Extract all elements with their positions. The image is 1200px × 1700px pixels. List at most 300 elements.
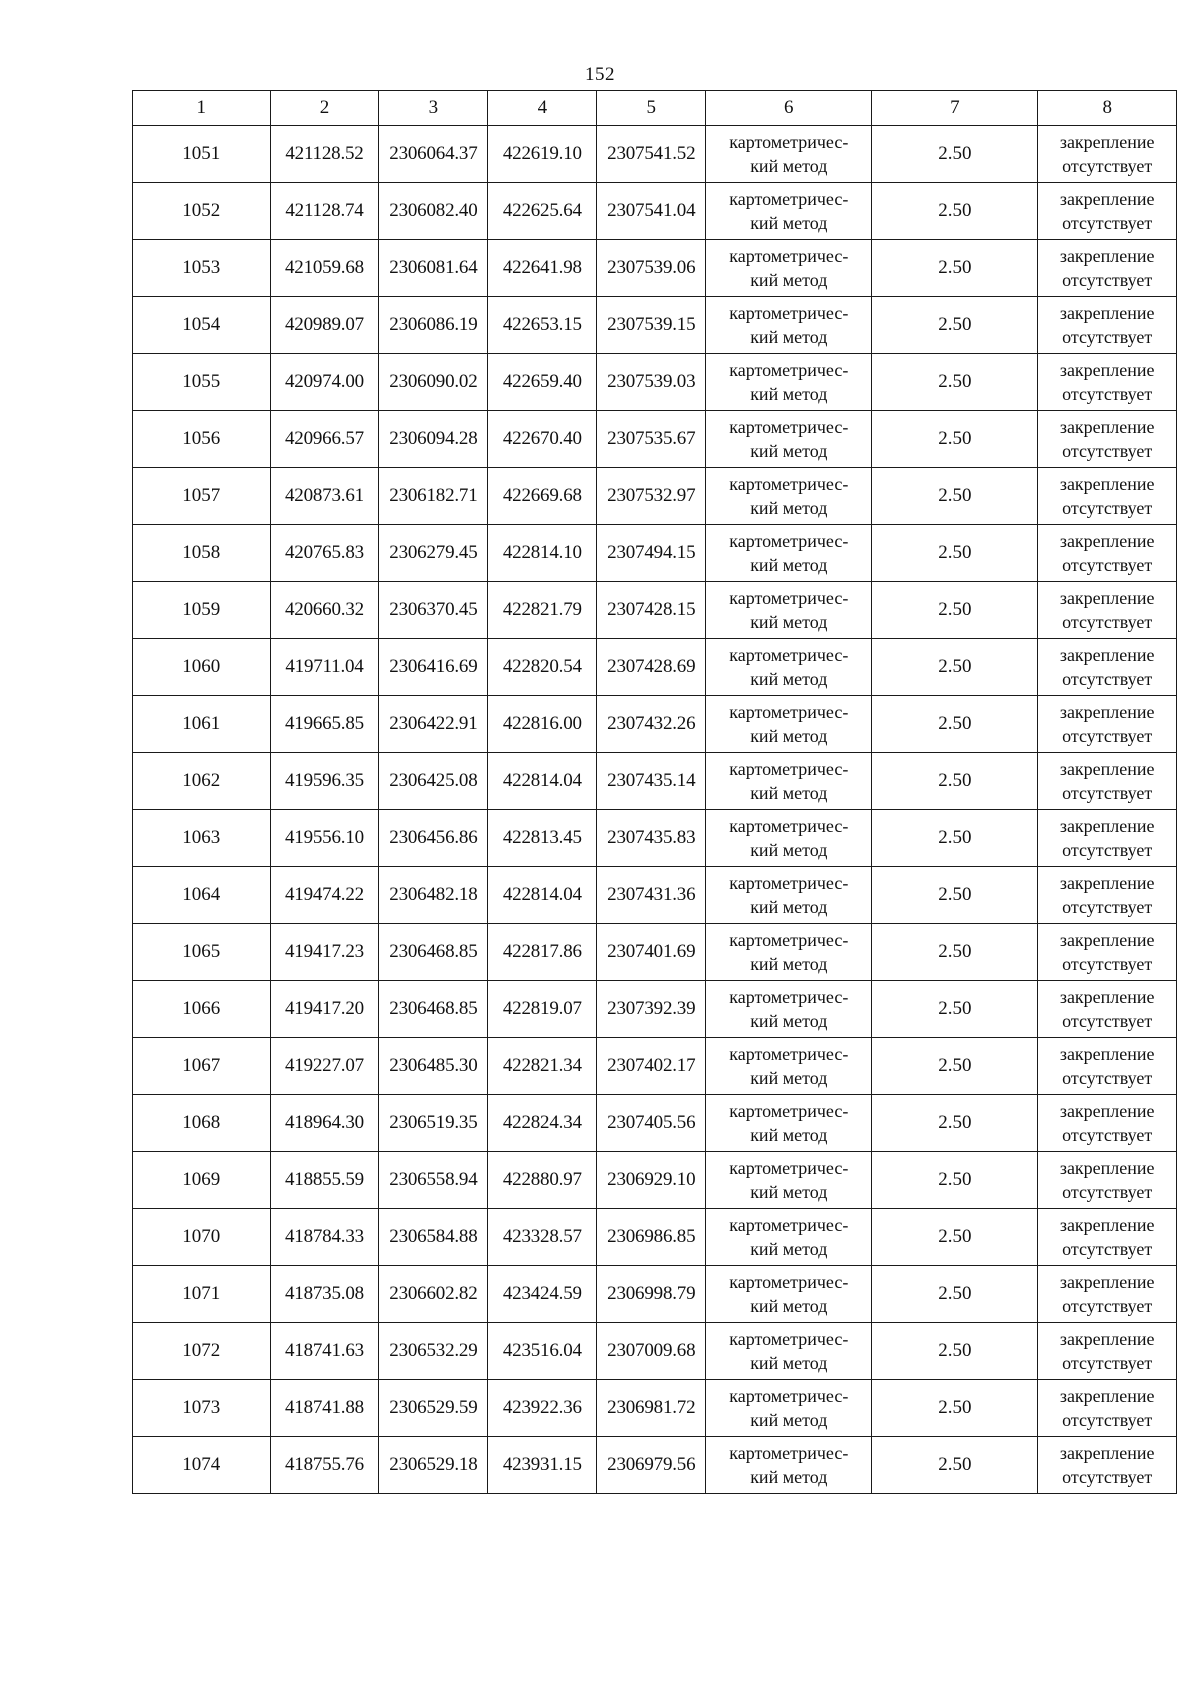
fixation-text-line1: закрепление <box>1059 189 1155 209</box>
accuracy-cell: 2.50 <box>872 1380 1038 1437</box>
method-text-line2: кий метод <box>750 1239 828 1259</box>
coordinate-cell-col4: 423922.36 <box>488 1380 597 1437</box>
point-number-cell: 1055 <box>133 354 271 411</box>
coordinate-cell-col5: 2307539.03 <box>597 354 706 411</box>
method-text-line1: картометричес- <box>729 417 849 437</box>
method-text-line2: кий метод <box>750 213 828 233</box>
fixation-text-line2: отсутствует <box>1062 1467 1153 1487</box>
column-header-8: 8 <box>1038 91 1177 126</box>
accuracy-cell: 2.50 <box>872 1095 1038 1152</box>
method-text-line1: картометричес- <box>729 531 849 551</box>
accuracy-cell: 2.50 <box>872 183 1038 240</box>
accuracy-cell: 2.50 <box>872 126 1038 183</box>
column-header-6: 6 <box>706 91 872 126</box>
coordinate-cell-col3: 2306558.94 <box>379 1152 488 1209</box>
accuracy-cell: 2.50 <box>872 468 1038 525</box>
method-text-line2: кий метод <box>750 1182 828 1202</box>
coordinate-cell-col5: 2306929.10 <box>597 1152 706 1209</box>
method-cell <box>706 639 872 696</box>
table-row <box>133 753 1177 810</box>
table-row <box>133 525 1177 582</box>
fixation-cell <box>1038 240 1177 297</box>
method-cell <box>706 1266 872 1323</box>
method-text-line2: кий метод <box>750 270 828 290</box>
method-text-line1: картометричес- <box>729 1158 849 1178</box>
fixation-text-line1: закрепление <box>1059 873 1155 893</box>
accuracy-cell: 2.50 <box>872 867 1038 924</box>
column-header-2: 2 <box>270 91 379 126</box>
coordinate-cell-col5: 2306981.72 <box>597 1380 706 1437</box>
accuracy-cell: 2.50 <box>872 297 1038 354</box>
method-text-line1: картометричес- <box>729 1044 849 1064</box>
fixation-cell <box>1038 1095 1177 1152</box>
table-row <box>133 1266 1177 1323</box>
fixation-text-line1: закрепление <box>1059 1272 1155 1292</box>
coordinate-cell-col3: 2306422.91 <box>379 696 488 753</box>
accuracy-cell: 2.50 <box>872 696 1038 753</box>
fixation-text-line2: отсутствует <box>1062 954 1153 974</box>
method-text-line1: картометричес- <box>729 588 849 608</box>
method-text-line1: картометричес- <box>729 1272 849 1292</box>
coordinate-cell-col5: 2307428.15 <box>597 582 706 639</box>
method-text-line1: картометричес- <box>729 930 849 950</box>
coordinate-cell-col4: 423931.15 <box>488 1437 597 1494</box>
method-text-line2: кий метод <box>750 327 828 347</box>
method-text-line2: кий метод <box>750 954 828 974</box>
method-cell <box>706 753 872 810</box>
method-text-line1: картометричес- <box>729 702 849 722</box>
point-number-cell: 1074 <box>133 1437 271 1494</box>
accuracy-cell: 2.50 <box>872 1209 1038 1266</box>
coordinate-cell-col4: 422625.64 <box>488 183 597 240</box>
column-header-4: 4 <box>488 91 597 126</box>
fixation-text-line2: отсутствует <box>1062 327 1153 347</box>
fixation-text-line2: отсутствует <box>1062 1182 1153 1202</box>
fixation-text-line1: закрепление <box>1059 588 1155 608</box>
method-cell <box>706 1152 872 1209</box>
coordinate-cell-col4: 422619.10 <box>488 126 597 183</box>
coordinate-cell-col5: 2307539.15 <box>597 297 706 354</box>
coordinate-cell-col3: 2306182.71 <box>379 468 488 525</box>
method-text-line2: кий метод <box>750 384 828 404</box>
coordinate-cell-col4: 422821.79 <box>488 582 597 639</box>
point-number-cell: 1069 <box>133 1152 271 1209</box>
method-text-line2: кий метод <box>750 840 828 860</box>
method-text-line2: кий метод <box>750 555 828 575</box>
coordinate-cell-col4: 423424.59 <box>488 1266 597 1323</box>
method-cell <box>706 981 872 1038</box>
coordinate-cell-col4: 422814.04 <box>488 753 597 810</box>
fixation-text-line1: закрепление <box>1059 645 1155 665</box>
coordinate-cell-col5: 2307541.04 <box>597 183 706 240</box>
coordinate-cell-col2: 420873.61 <box>270 468 379 525</box>
column-header-3: 3 <box>379 91 488 126</box>
point-number-cell: 1054 <box>133 297 271 354</box>
coordinate-cell-col2: 420989.07 <box>270 297 379 354</box>
table-row <box>133 1437 1177 1494</box>
point-number-cell: 1058 <box>133 525 271 582</box>
fixation-text-line1: закрепление <box>1059 417 1155 437</box>
coordinate-cell-col3: 2306086.19 <box>379 297 488 354</box>
fixation-cell <box>1038 1038 1177 1095</box>
coordinate-cell-col2: 420966.57 <box>270 411 379 468</box>
method-cell <box>706 810 872 867</box>
method-text-line2: кий метод <box>750 897 828 917</box>
column-header-1: 1 <box>133 91 271 126</box>
fixation-text-line2: отсутствует <box>1062 555 1153 575</box>
coordinate-cell-col2: 418855.59 <box>270 1152 379 1209</box>
coordinate-cell-col5: 2307009.68 <box>597 1323 706 1380</box>
method-text-line2: кий метод <box>750 783 828 803</box>
coordinate-cell-col2: 419417.20 <box>270 981 379 1038</box>
method-text-line2: кий метод <box>750 1353 828 1373</box>
coordinate-cell-col2: 419711.04 <box>270 639 379 696</box>
point-number-cell: 1051 <box>133 126 271 183</box>
fixation-text-line1: закрепление <box>1059 132 1155 152</box>
fixation-cell <box>1038 468 1177 525</box>
method-cell <box>706 468 872 525</box>
coordinate-cell-col2: 419665.85 <box>270 696 379 753</box>
table-row <box>133 240 1177 297</box>
method-text-line2: кий метод <box>750 1410 828 1430</box>
table-row <box>133 981 1177 1038</box>
table-row <box>133 1038 1177 1095</box>
fixation-cell <box>1038 354 1177 411</box>
method-text-line2: кий метод <box>750 726 828 746</box>
coordinate-cell-col3: 2306529.59 <box>379 1380 488 1437</box>
table-row <box>133 354 1177 411</box>
coordinate-cell-col4: 422817.86 <box>488 924 597 981</box>
point-number-cell: 1061 <box>133 696 271 753</box>
fixation-text-line2: отсутствует <box>1062 897 1153 917</box>
method-cell <box>706 525 872 582</box>
point-number-cell: 1052 <box>133 183 271 240</box>
coordinate-cell-col2: 421128.74 <box>270 183 379 240</box>
fixation-text-line1: закрепление <box>1059 987 1155 1007</box>
coordinate-cell-col4: 423328.57 <box>488 1209 597 1266</box>
coordinate-cell-col4: 422813.45 <box>488 810 597 867</box>
fixation-text-line2: отсутствует <box>1062 1239 1153 1259</box>
accuracy-cell: 2.50 <box>872 411 1038 468</box>
coordinate-cell-col3: 2306468.85 <box>379 981 488 1038</box>
accuracy-cell: 2.50 <box>872 1266 1038 1323</box>
coordinate-cell-col3: 2306279.45 <box>379 525 488 582</box>
coordinate-cell-col5: 2307431.36 <box>597 867 706 924</box>
accuracy-cell: 2.50 <box>872 354 1038 411</box>
method-cell <box>706 924 872 981</box>
fixation-text-line1: закрепление <box>1059 702 1155 722</box>
point-number-cell: 1057 <box>133 468 271 525</box>
method-text-line1: картометричес- <box>729 1386 849 1406</box>
fixation-text-line2: отсутствует <box>1062 783 1153 803</box>
fixation-text-line1: закрепление <box>1059 1158 1155 1178</box>
coordinate-cell-col3: 2306090.02 <box>379 354 488 411</box>
method-cell <box>706 696 872 753</box>
method-cell <box>706 1038 872 1095</box>
coordinate-cell-col4: 422670.40 <box>488 411 597 468</box>
fixation-cell <box>1038 753 1177 810</box>
accuracy-cell: 2.50 <box>872 582 1038 639</box>
method-cell <box>706 582 872 639</box>
coordinate-cell-col5: 2307539.06 <box>597 240 706 297</box>
table-row <box>133 582 1177 639</box>
fixation-text-line2: отсутствует <box>1062 270 1153 290</box>
accuracy-cell: 2.50 <box>872 1437 1038 1494</box>
fixation-text-line1: закрепление <box>1059 474 1155 494</box>
coordinate-cell-col3: 2306602.82 <box>379 1266 488 1323</box>
fixation-text-line2: отсутствует <box>1062 441 1153 461</box>
fixation-text-line2: отсутствует <box>1062 384 1153 404</box>
method-text-line2: кий метод <box>750 156 828 176</box>
coordinates-table <box>132 90 1177 1494</box>
fixation-cell <box>1038 297 1177 354</box>
fixation-text-line2: отсутствует <box>1062 726 1153 746</box>
fixation-text-line1: закрепление <box>1059 1386 1155 1406</box>
table-row <box>133 696 1177 753</box>
fixation-cell <box>1038 867 1177 924</box>
coordinate-cell-col2: 418741.88 <box>270 1380 379 1437</box>
coordinate-cell-col2: 419596.35 <box>270 753 379 810</box>
accuracy-cell: 2.50 <box>872 639 1038 696</box>
method-cell <box>706 354 872 411</box>
coordinate-cell-col4: 422814.04 <box>488 867 597 924</box>
table-row <box>133 411 1177 468</box>
fixation-cell <box>1038 924 1177 981</box>
method-cell <box>706 1095 872 1152</box>
fixation-text-line2: отсутствует <box>1062 612 1153 632</box>
coordinate-cell-col4: 422820.54 <box>488 639 597 696</box>
table-row <box>133 1380 1177 1437</box>
coordinate-cell-col4: 422819.07 <box>488 981 597 1038</box>
coordinate-cell-col3: 2306519.35 <box>379 1095 488 1152</box>
coordinate-cell-col3: 2306094.28 <box>379 411 488 468</box>
fixation-text-line2: отсутствует <box>1062 1410 1153 1430</box>
fixation-cell <box>1038 183 1177 240</box>
method-cell <box>706 126 872 183</box>
fixation-cell <box>1038 639 1177 696</box>
table-row <box>133 639 1177 696</box>
coordinate-cell-col5: 2307435.83 <box>597 810 706 867</box>
method-cell <box>706 1380 872 1437</box>
point-number-cell: 1062 <box>133 753 271 810</box>
coordinate-cell-col2: 418735.08 <box>270 1266 379 1323</box>
coordinate-cell-col4: 422821.34 <box>488 1038 597 1095</box>
coordinate-cell-col3: 2306416.69 <box>379 639 488 696</box>
coordinate-cell-col5: 2306986.85 <box>597 1209 706 1266</box>
point-number-cell: 1064 <box>133 867 271 924</box>
method-cell <box>706 1323 872 1380</box>
coordinate-cell-col2: 418741.63 <box>270 1323 379 1380</box>
fixation-text-line2: отсутствует <box>1062 213 1153 233</box>
coordinate-cell-col2: 419227.07 <box>270 1038 379 1095</box>
method-text-line1: картометричес- <box>729 1101 849 1121</box>
fixation-text-line2: отсутствует <box>1062 156 1153 176</box>
method-text-line2: кий метод <box>750 612 828 632</box>
point-number-cell: 1059 <box>133 582 271 639</box>
coordinate-cell-col4: 422659.40 <box>488 354 597 411</box>
fixation-text-line1: закрепление <box>1059 246 1155 266</box>
point-number-cell: 1053 <box>133 240 271 297</box>
fixation-cell <box>1038 1209 1177 1266</box>
table-header <box>133 91 1177 126</box>
coordinate-cell-col2: 418964.30 <box>270 1095 379 1152</box>
coordinate-cell-col5: 2307402.17 <box>597 1038 706 1095</box>
point-number-cell: 1070 <box>133 1209 271 1266</box>
coordinate-cell-col2: 419556.10 <box>270 810 379 867</box>
fixation-cell <box>1038 981 1177 1038</box>
fixation-cell <box>1038 525 1177 582</box>
fixation-text-line1: закрепление <box>1059 1329 1155 1349</box>
coordinate-cell-col2: 420660.32 <box>270 582 379 639</box>
point-number-cell: 1065 <box>133 924 271 981</box>
coordinate-cell-col3: 2306468.85 <box>379 924 488 981</box>
coordinate-cell-col3: 2306532.29 <box>379 1323 488 1380</box>
accuracy-cell: 2.50 <box>872 240 1038 297</box>
fixation-text-line2: отсутствует <box>1062 1296 1153 1316</box>
fixation-cell <box>1038 810 1177 867</box>
column-header-5: 5 <box>597 91 706 126</box>
method-cell <box>706 297 872 354</box>
point-number-cell: 1060 <box>133 639 271 696</box>
page-number: 152 <box>585 64 615 85</box>
method-text-line2: кий метод <box>750 1068 828 1088</box>
coordinate-cell-col5: 2307494.15 <box>597 525 706 582</box>
fixation-cell <box>1038 1266 1177 1323</box>
method-text-line1: картометричес- <box>729 873 849 893</box>
fixation-cell <box>1038 411 1177 468</box>
point-number-cell: 1072 <box>133 1323 271 1380</box>
fixation-cell <box>1038 1152 1177 1209</box>
coordinate-cell-col5: 2307541.52 <box>597 126 706 183</box>
fixation-cell <box>1038 1323 1177 1380</box>
coordinate-cell-col4: 422880.97 <box>488 1152 597 1209</box>
fixation-text-line1: закрепление <box>1059 1101 1155 1121</box>
method-cell <box>706 867 872 924</box>
accuracy-cell: 2.50 <box>872 1038 1038 1095</box>
coordinate-cell-col3: 2306370.45 <box>379 582 488 639</box>
coordinate-cell-col3: 2306064.37 <box>379 126 488 183</box>
coordinate-cell-col3: 2306082.40 <box>379 183 488 240</box>
fixation-text-line2: отсутствует <box>1062 498 1153 518</box>
accuracy-cell: 2.50 <box>872 981 1038 1038</box>
coordinate-cell-col2: 420765.83 <box>270 525 379 582</box>
fixation-text-line1: закрепление <box>1059 360 1155 380</box>
point-number-cell: 1071 <box>133 1266 271 1323</box>
method-text-line2: кий метод <box>750 1467 828 1487</box>
fixation-text-line1: закрепление <box>1059 1215 1155 1235</box>
method-text-line1: картометричес- <box>729 360 849 380</box>
fixation-text-line2: отсутствует <box>1062 840 1153 860</box>
fixation-text-line1: закрепление <box>1059 930 1155 950</box>
method-text-line2: кий метод <box>750 441 828 461</box>
fixation-cell <box>1038 1380 1177 1437</box>
fixation-text-line2: отсутствует <box>1062 669 1153 689</box>
fixation-text-line1: закрепление <box>1059 1443 1155 1463</box>
coordinate-cell-col3: 2306485.30 <box>379 1038 488 1095</box>
table-row <box>133 1152 1177 1209</box>
method-text-line2: кий метод <box>750 1011 828 1031</box>
table-row <box>133 297 1177 354</box>
accuracy-cell: 2.50 <box>872 924 1038 981</box>
table-row <box>133 924 1177 981</box>
coordinate-cell-col5: 2307401.69 <box>597 924 706 981</box>
coordinate-cell-col4: 422824.34 <box>488 1095 597 1152</box>
accuracy-cell: 2.50 <box>872 525 1038 582</box>
point-number-cell: 1068 <box>133 1095 271 1152</box>
accuracy-cell: 2.50 <box>872 1323 1038 1380</box>
fixation-cell <box>1038 582 1177 639</box>
column-header-7: 7 <box>872 91 1038 126</box>
coordinate-cell-col5: 2307392.39 <box>597 981 706 1038</box>
coordinate-cell-col3: 2306529.18 <box>379 1437 488 1494</box>
coordinate-cell-col5: 2307532.97 <box>597 468 706 525</box>
coordinate-cell-col3: 2306081.64 <box>379 240 488 297</box>
coordinate-cell-col4: 422816.00 <box>488 696 597 753</box>
method-text-line2: кий метод <box>750 1296 828 1316</box>
point-number-cell: 1073 <box>133 1380 271 1437</box>
method-cell <box>706 1209 872 1266</box>
table-row <box>133 1323 1177 1380</box>
table-row <box>133 126 1177 183</box>
table-body <box>133 126 1177 1494</box>
accuracy-cell: 2.50 <box>872 810 1038 867</box>
coordinate-cell-col4: 422641.98 <box>488 240 597 297</box>
coordinate-cell-col4: 422669.68 <box>488 468 597 525</box>
point-number-cell: 1067 <box>133 1038 271 1095</box>
table-row <box>133 183 1177 240</box>
fixation-text-line1: закрепление <box>1059 303 1155 323</box>
method-cell <box>706 240 872 297</box>
coordinate-cell-col2: 418755.76 <box>270 1437 379 1494</box>
method-text-line1: картометричес- <box>729 759 849 779</box>
method-text-line1: картометричес- <box>729 645 849 665</box>
accuracy-cell: 2.50 <box>872 1152 1038 1209</box>
coordinate-cell-col4: 423516.04 <box>488 1323 597 1380</box>
method-text-line1: картометричес- <box>729 1215 849 1235</box>
coordinate-cell-col2: 421128.52 <box>270 126 379 183</box>
method-text-line2: кий метод <box>750 498 828 518</box>
coordinate-cell-col5: 2307428.69 <box>597 639 706 696</box>
coordinate-cell-col4: 422814.10 <box>488 525 597 582</box>
method-text-line1: картометричес- <box>729 132 849 152</box>
coordinate-cell-col2: 418784.33 <box>270 1209 379 1266</box>
coordinate-cell-col4: 422653.15 <box>488 297 597 354</box>
method-text-line1: картометричес- <box>729 303 849 323</box>
method-text-line1: картометричес- <box>729 246 849 266</box>
method-text-line1: картометричес- <box>729 816 849 836</box>
method-text-line1: картометричес- <box>729 1443 849 1463</box>
fixation-text-line2: отсутствует <box>1062 1125 1153 1145</box>
table-row <box>133 468 1177 525</box>
table-row <box>133 1095 1177 1152</box>
coordinate-cell-col3: 2306425.08 <box>379 753 488 810</box>
coordinate-cell-col3: 2306482.18 <box>379 867 488 924</box>
coordinate-cell-col3: 2306456.86 <box>379 810 488 867</box>
method-cell <box>706 183 872 240</box>
coordinate-cell-col2: 419417.23 <box>270 924 379 981</box>
coordinate-cell-col3: 2306584.88 <box>379 1209 488 1266</box>
coordinate-cell-col5: 2306998.79 <box>597 1266 706 1323</box>
coordinate-cell-col5: 2307435.14 <box>597 753 706 810</box>
point-number-cell: 1063 <box>133 810 271 867</box>
method-text-line1: картометричес- <box>729 987 849 1007</box>
fixation-text-line1: закрепление <box>1059 1044 1155 1064</box>
coordinate-cell-col2: 421059.68 <box>270 240 379 297</box>
coordinate-cell-col5: 2307432.26 <box>597 696 706 753</box>
coordinate-cell-col2: 419474.22 <box>270 867 379 924</box>
coordinate-cell-col5: 2307405.56 <box>597 1095 706 1152</box>
point-number-cell: 1066 <box>133 981 271 1038</box>
